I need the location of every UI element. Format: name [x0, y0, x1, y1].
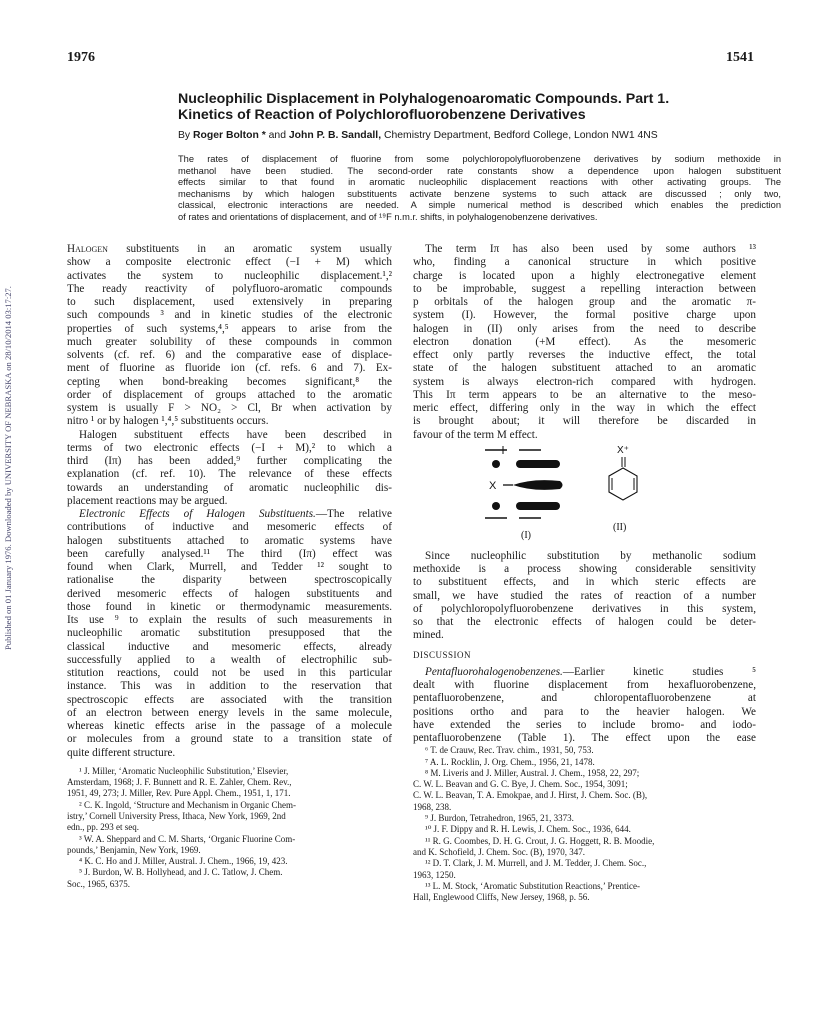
text-line: third (Iπ) has been added,⁹ further complicating the [67, 455, 392, 467]
structure-figure [413, 442, 756, 550]
text-span: —Earlier kinetic studies ⁵ [562, 665, 756, 678]
text-line: terms of two electronic effects (−I + M),² to which a [67, 441, 392, 454]
text-line: Its use ⁹ to explain the results of such measurements in [67, 614, 392, 626]
text-line: activates the system to nucleophilic displacement.¹,² [67, 269, 392, 282]
text-line: whereas kinetic effects arise in the passage of a molecule [67, 720, 392, 732]
text-line: stitution reactions, could not be used in this particular [67, 667, 392, 679]
text-line: system (I). However, the formal positive charge upon [413, 309, 756, 322]
text-span: substituents in an aromatic system usually [126, 243, 392, 255]
text-line [67, 243, 392, 256]
footnote-line: ¹⁰ J. F. Dippy and R. H. Lewis, J. Chem. Soc., 1936, 644. [425, 824, 631, 835]
benzene-plane [513, 480, 563, 490]
structure-label-I: (I) [521, 529, 531, 541]
byline-and: and [268, 130, 286, 141]
text-line: p orbitals of the halogen group and the aromatic π- [413, 296, 756, 308]
footnote-line: ¹ J. Miller, ‘Aromatic Nucleophilic Substitution,’ Elsevier, [79, 765, 289, 776]
footnote-line: ¹² D. T. Clark, J. M. Murrell, and J. M. Tedder, J. Chem. Soc., [425, 858, 647, 869]
text-line: halogen substituents attached to aromatic systems have [67, 534, 392, 547]
text-line: system is usually F > NO₂ > Cl, Br when activation by [67, 402, 392, 414]
text-line: quite different structure. [67, 746, 176, 759]
paragraph-ipi-term [413, 243, 756, 442]
footnote-line: ⁵ J. Burdon, W. B. Hollyhead, and J. C. Tatlow, J. Chem. [79, 867, 283, 878]
text-line: to such displacement, used extensively in preparing [67, 296, 392, 308]
footnote-line: istry,’ Cornell University Press, Ithaca, New York, 1969, 2nd [67, 810, 286, 821]
subsection-heading: Pentafluorohalogenobenzenes. [425, 665, 563, 678]
abstract-line: effects similar to that found in aromatic nucleophilic displacement reactions with other activating groups. The [178, 177, 781, 188]
footnote-line: pounds,’ Benjamin, New York, 1969. [67, 844, 201, 855]
author-1: Roger Bolton * [193, 130, 266, 141]
footnote-line: ⁷ A. L. Rocklin, J. Org. Chem., 1956, 21, 1478. [425, 756, 595, 767]
footnote-line: ¹³ L. M. Stock, ‘Aromatic Substitution Reactions,’ Prentice- [425, 880, 640, 891]
affiliation: Chemistry Department, Bedford College, London NW1 4NS [383, 130, 658, 141]
footnotes-right [413, 745, 756, 903]
text-line: spectroscopic effects are associated with the transition [67, 693, 392, 706]
footnote-line: Hall, Englewood Cliffs, New Jersey, 1968, p. 56. [413, 892, 590, 903]
text-line: solvents (cf. ref. 6) and the comparative ease of displace- [67, 349, 392, 361]
text-line: placement reactions may be argued. [67, 494, 228, 507]
text-line: This Iπ term appears to be an alternative to the meso- [413, 388, 756, 401]
footnote-line: edn., pp. 293 et seq. [67, 822, 139, 833]
abstract [178, 154, 781, 224]
abstract-line: methanol have been studied. The second-order rate constants show a dependence upon halogen substituent [178, 165, 781, 176]
header-year: 1976 [67, 50, 95, 65]
text-line: electron donation (+M effect). As the mesomeric [413, 335, 756, 348]
text-line: positions ortho and para to the heavier halogen. We [413, 705, 756, 718]
footnote-line: ² C. K. Ingold, ‘Structure and Mechanism in Organic Chem- [79, 799, 296, 810]
paragraph-methoxide [413, 550, 756, 643]
text-line: who, finding a canonical structure in which positive [413, 256, 756, 269]
text-line: charge is located upon a highly electronegative element [413, 269, 756, 282]
text-line: been carefully analysed.¹¹ The third (Iπ) effect was [67, 547, 392, 560]
footnote-line: Amsterdam, 1968; J. F. Bunnett and R. E. Zahler, Chem. Rev., [67, 777, 292, 788]
left-column [67, 243, 392, 890]
text-line: The ready reactivity of polyfluoro-aromatic compounds [67, 282, 392, 295]
text-line: of polychloropolyfluorobenzene derivatives in this system, [413, 602, 756, 615]
text-line: found when Clark, Murrell, and Tedder ¹² sought to [67, 561, 392, 573]
text-line: ment of fluorine as fluoride ion (cf. refs. 6 and 7). Ex- [67, 362, 392, 375]
text-line [413, 666, 756, 679]
text-line: much greater solubility of these compounds in common [67, 335, 392, 348]
title-line-1: Nucleophilic Displacement in Polyhalogenoaromatic Compounds. Part 1. [178, 91, 670, 107]
footnotes-left [67, 766, 392, 890]
text-line: properties of such systems,⁴,⁵ appears to arise from the [67, 322, 392, 335]
text-line: mined. [413, 629, 444, 642]
footnote-line: C. W. L. Beavan and G. C. Bye, J. Chem. Soc., 1954, 3091; [413, 779, 628, 790]
p-orbital-lobe [492, 460, 500, 468]
footnote-line: 1951, 49, 273; J. Miller, Rev. Pure Appl. Chem., 1951, 1, 171. [67, 788, 291, 799]
text-line: The term Iπ has also been used by some authors ¹³ [425, 243, 756, 255]
benzene-ring [609, 468, 637, 500]
text-line: methoxide is a process showing considerable sensitivity [413, 563, 756, 575]
text-line: halogen in (II) only arises from the need to describe [413, 322, 756, 335]
text-line: effect only partly reverses the inductive effect, the total [413, 349, 756, 361]
text-line: system is always electron-rich compared with hydrogen. [413, 375, 756, 388]
text-line: rationalise the disparity between spectroscopically [67, 574, 392, 587]
download-watermark[interactable]: Published on 01 January 1976. Downloaded by UNIVERSITY OF NEBRASKA on 28/10/2014 03:17:27. [3, 286, 13, 650]
p-orbital-lobe [492, 502, 500, 510]
footnote-line: Soc., 1965, 6375. [67, 878, 130, 889]
text-line: towards an understanding of aromatic nucleophilic dis- [67, 481, 392, 494]
author-2: John P. B. Sandall, [288, 130, 382, 141]
text-line: such compounds ³ and in kinetic studies of the electronic [67, 309, 392, 322]
structure-I [485, 446, 563, 541]
text-line: contributions of inductive and mesomeric effects of [67, 521, 392, 534]
abstract-line: of rates and orientations of displacement, and of ¹⁹F n.m.r. shifts, in polyhalogenobenzene derivatives. [178, 211, 598, 222]
text-line: nucleophilic aromatic substitution presupposed that the [67, 627, 392, 640]
text-line: small, we have studied the rates of reaction of a number [413, 589, 756, 602]
text-line [67, 508, 392, 521]
section-heading-discussion: DISCUSSION [413, 649, 472, 660]
text-line: Halogen substituent effects have been described in [79, 428, 392, 441]
pi-orbital-lobe [516, 460, 560, 468]
subsection-heading: Electronic Effects of Halogen Substituents. [79, 508, 316, 520]
footnote-line: ⁹ J. Burdon, Tetrahedron, 1965, 21, 3373. [425, 813, 574, 824]
text-line: to be improbable, suggest a repelling interaction between [413, 282, 756, 295]
text-line: state of the halogen substituent attached to an aromatic [413, 362, 756, 375]
text-line: meric effect, differing only in the way in which the effect [413, 402, 756, 414]
paragraph-electronic-effects [67, 508, 392, 760]
footnote-line: ⁸ M. Liveris and J. Miller, Austral. J. Chem., 1958, 22, 297; [425, 767, 640, 778]
right-column [413, 243, 756, 903]
article-title [178, 91, 778, 123]
abstract-line: classical, electronic interactions are needed. A simple numerical method is described which enables the prediction [178, 200, 781, 211]
halogen-cation-label: X⁺ [617, 444, 629, 456]
text-line: so that the electronic effects of halogen could be deter- [413, 616, 756, 628]
text-line: pentafluorobenzene, and chloropentafluorobenzene at [413, 692, 756, 705]
paragraph-intro [67, 243, 392, 429]
footnote-line: ⁶ T. de Crauw, Rec. Trav. chim., 1931, 50, 753. [425, 745, 594, 756]
text-line: order of displacement of groups attached to the aromatic [67, 388, 392, 401]
pi-orbital-lobe [516, 502, 560, 510]
halogen-label: X [489, 479, 497, 492]
title-line-2: Kinetics of Reaction of Polychlorofluorobenzene Derivatives [178, 107, 586, 123]
byline-by: By [178, 130, 191, 141]
text-line: explanation (cf. ref. 10). The relevance of these effects [67, 468, 392, 481]
header-page-number: 1541 [726, 50, 754, 65]
structure-label-II: (II) [613, 521, 627, 533]
text-line: successfully applied to a wealth of electrophilic sub- [67, 653, 392, 666]
structure-II [609, 445, 637, 533]
text-line: Since nucleophilic substitution by methanolic sodium [425, 549, 756, 562]
footnote-line: ¹¹ R. G. Coombes, D. H. G. Crout, J. G. Hoggett, R. B. Moodie, [425, 835, 655, 846]
text-span: —The relative [315, 508, 392, 520]
text-line: of an electron between energy levels in the same molecule, [67, 706, 392, 719]
abstract-line: The rates of displacement of fluorine from some polychloropolyfluorobenzene derivatives by sodium methoxide in [178, 154, 781, 164]
text-line: is brought about; it will therefore be discarded in [413, 415, 756, 428]
paragraph-pentafluoro [413, 666, 756, 746]
footnote-line: 1968, 238. [413, 801, 452, 812]
text-line: pentafluorobenzene (Table 1). The effect upon the ease [413, 732, 756, 744]
byline [178, 130, 778, 141]
text-line: those found in kinetic or thermodynamic measurements. [67, 600, 392, 613]
footnote-line: 1963, 1250. [413, 869, 456, 880]
text-line: or molecules from a ground state to a transition state of [67, 733, 392, 746]
text-line: dealt with fluorine displacement from hexafluorobenzene, [413, 679, 756, 691]
footnote-line: C. W. L. Beavan, T. A. Emokpae, and J. Hirst, J. Chem. Soc. (B), [413, 790, 648, 801]
text-line: derived mesomeric effects of halogen substituents and [67, 587, 392, 600]
text-line: instance. This was in addition to the reservation that [67, 680, 392, 693]
text-line: classical inductive and mesomeric effects, already [67, 640, 392, 653]
abstract-line: mechanisms by which halogen substituents activate benzene systems to such attack are discussed ; only two, [178, 188, 781, 199]
text-line: have extended the series to include bromo- and iodo- [413, 718, 756, 731]
footnote-line: ³ W. A. Sheppard and C. M. Sharts, ‘Organic Fluorine Com- [79, 833, 296, 844]
text-line: nitro ¹ or by halogen ¹,⁴,⁵ substituents occurs. [67, 415, 269, 428]
footnote-line: and K. Schofield, J. Chem. Soc. (B), 1970, 347. [413, 846, 585, 857]
footnote-line: ⁴ K. C. Ho and J. Miller, Austral. J. Chem., 1966, 19, 423. [79, 856, 288, 867]
text-line: show a composite electronic effect (−I + M) which [67, 256, 392, 269]
text-line: to substituent effects, and in which steric effects are [413, 576, 756, 589]
lead-word: Halogen [67, 243, 108, 255]
paragraph-halogen-effects [67, 429, 392, 509]
text-line: favour of the term M effect. [413, 428, 538, 441]
text-line: cepting when bond-breaking becomes significant,⁸ the [67, 375, 392, 388]
